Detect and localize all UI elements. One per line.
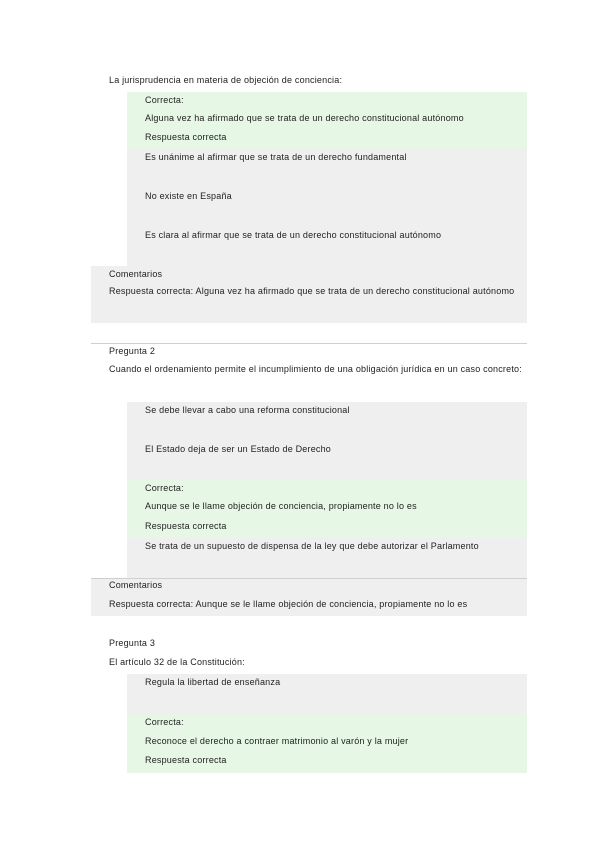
- answer-option: No existe en España: [145, 191, 232, 201]
- question-2-number: Pregunta 2: [109, 346, 156, 356]
- correct-label: Correcta:: [145, 717, 184, 727]
- correct-answer-tag: Respuesta correcta: [145, 521, 227, 531]
- q3-options-before: [127, 674, 527, 714]
- correct-answer-text: Reconoce el derecho a contraer matrimonio al varón y la mujer: [145, 736, 409, 746]
- correct-label: Correcta:: [145, 95, 184, 105]
- comments-label: Comentarios: [109, 580, 163, 590]
- correct-answer-tag: Respuesta correcta: [145, 132, 227, 142]
- q2-correct-answer: [127, 480, 527, 538]
- q1-correct-answer: [127, 92, 527, 149]
- answer-option: Se debe llevar a cabo una reforma constitucional: [145, 405, 350, 415]
- question-3-text: El artículo 32 de la Constitución:: [109, 657, 245, 667]
- answer-option: Regula la libertad de enseñanza: [145, 677, 281, 687]
- q1-comments: [91, 266, 527, 323]
- q1-other-options: [127, 149, 527, 266]
- answer-option: Es unánime al afirmar que se trata de un derecho fundamental: [145, 152, 407, 162]
- q2-comments: [91, 579, 527, 616]
- q2-options-before: [127, 402, 527, 480]
- correct-answer-text: Aunque se le llame objeción de conciencia, propiamente no lo es: [145, 501, 417, 511]
- question-2-text: Cuando el ordenamiento permite el incumplimiento de una obligación jurídica en un caso concreto:: [109, 364, 522, 374]
- q2-options-after: [127, 538, 527, 578]
- separator: [91, 343, 527, 344]
- answer-option: Es clara al afirmar que se trata de un derecho constitucional autónomo: [145, 230, 442, 240]
- question-1-text: La jurisprudencia en materia de objeción de conciencia:: [109, 75, 343, 85]
- correct-answer-text: Alguna vez ha afirmado que se trata de un derecho constitucional autónomo: [145, 113, 464, 123]
- comments-label: Comentarios: [109, 269, 163, 279]
- question-3-number: Pregunta 3: [109, 638, 156, 648]
- correct-label: Correcta:: [145, 483, 184, 493]
- correct-answer-tag: Respuesta correcta: [145, 755, 227, 765]
- answer-option: Se trata de un supuesto de dispensa de la ley que debe autorizar el Parlamento: [145, 541, 479, 551]
- answer-option: El Estado deja de ser un Estado de Derecho: [145, 444, 332, 454]
- q3-correct-answer: [127, 714, 527, 773]
- comment-text: Respuesta correcta: Aunque se le llame objeción de conciencia, propiamente no lo es: [109, 599, 468, 609]
- comment-text: Respuesta correcta: Alguna vez ha afirmado que se trata de un derecho constitucional autónomo: [109, 286, 515, 296]
